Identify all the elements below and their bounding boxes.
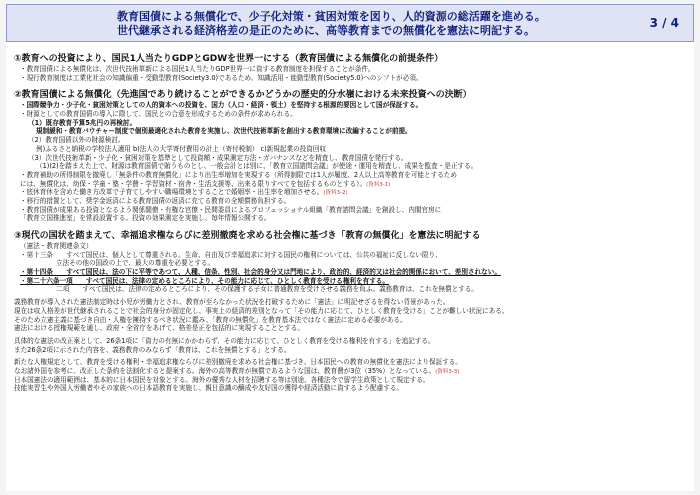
s3-para-d-2-text: なお諸外国を参考に、改正した条約を法制化すると提案する。海外の高等教育が無償であるような国は、教育費が3位（35%）となっている。 [14,366,436,375]
s2-line-6: 例)ふるさと納税の学校法人適用 b)法人の大学寄付費用の計上（寄付税制） c)新規起業の投資回収 [36,144,327,153]
s2-line-12: ・移行的措置として、奨学金返済による教育国債の返済に充てる教育の全額償務負担する。 [20,196,291,205]
ref-3-2: (資料3-2) [323,190,348,197]
header-line-1: 教育国債による無償化で、少子化対策・貧困対策を図り、人的資源の総活躍を進める。 [117,10,546,23]
header-line-2: 世代継承される経済格差の是正のために、高等教育までの無償化を憲法に明記する。 [117,24,535,37]
s1-line-2: ・現行教育制度は工業化社会の知識偏重・受動型教育(Society3.0)であるため、知識活用・能動型教育(Society5.0)へのシフトが必須。 [20,73,423,82]
s2-line-10-text: には、無償化は、幼保・学童・塾・学費・学習資材・宿舎・生活支援等、出来る限りすべてを包括するものとする）。 [20,179,367,188]
s3-para-b-3: そのため立憲主義に基づき自由・人権を擁持するべき状況に鑑み、「教育の無償化」を教育基本法ではなく憲法に定める必要がある。 [14,315,407,324]
s2-line-7: （3）次世代技術革新・少子化・貧困対策を基準として投資額・成果測定方法・ガバナンスなどを精査し、教育国債を発行する。 [28,153,408,162]
s3-para-b-1: 義務教育が導入された憲法制定時は小児が労働力とされ、教育が至らなかった状況を打破するために「憲法」に明記せざるを得ない背景があった。 [14,298,450,307]
s3-para-d-2 [14,367,688,376]
section-2-title: ②教育国債による無償化（先進国であり続けることができるかどうかの歴史的分水嶺における未来投資への決断） [14,90,472,101]
s3-para-b-2: 現在は収入格差が世代継承されることで社会的身分が固定化し、事実上の経済的差別となって「その能力に応じて、ひとしく教育を受ける」ことが難しい状況にある。 [14,306,509,315]
s3-article-26-2: 二項 すべて国民は、法律の定めるところにより、その保護する子女に普通教育を受けさせる義務を負ふ。義務教育は、これを無償とする。 [56,285,478,294]
section-1-title: ①教育への投資により、国民1人当たりGDPとGDWを世界一にする（教育国債による無償化の前提条件） [14,54,444,64]
s2-line-13: ・教育国債が成果ある投資となるよう関係閣僚・有権な官僚・民間委員によるプロフェッショナル組織「教育諮問会議」を創設し、内閣官房に [20,205,442,214]
s2-line-4: 規制緩和・教育バウチャー制度で個別最適化された教育を実施し、次世代技術革新を創出する教育環境に改編することが前提。 [36,127,412,136]
s2-line-14: 「教育立国推進室」を常設設置する。投資の効果測定を実施し、毎年情報公開する。 [20,214,271,223]
s3-article-26-1: ・第二十六条一項 すべて国民は、法律の定めるところにより、その能力に応じて、ひとしく教育を受ける権利を有する。 [20,276,389,285]
ref-3-3: (資料3-3) [435,368,460,375]
s3-para-d-4: 技能実習生や外国人労働者やその家族への日本語教育を実施し、親日意識の醸成や友好国の獲得や経済活動に資するよう配慮する。 [14,384,404,393]
s3-article-14: ・第十四条 すべて国民は、法の下に平等であつて、人種、信条、性別、社会的身分又は門地により、政治的、経済的又は社会的関係において、差別されない。 [20,268,501,277]
s3-article-heading: （憲法・教育関連条文） [20,242,93,250]
s2-line-9: ・教育補助の所得制限を撤廃し「無条件の教育無償化」により出生率増加を実現する（所得制限では1人が履度、2人以上高等教育を可能とするため [20,170,457,179]
document-body [14,50,688,393]
s2-line-2: ・財源としての教育国債の導入に際して、国民との合意を形成するための条件が求められる。 [20,110,297,119]
s2-line-5: （2）教育国債以外の財源検討。 [28,136,125,145]
s2-line-11 [14,188,688,197]
ref-3-1: (資料3-1) [366,181,391,188]
s3-para-c-2: また26条2項に示された内容を、義務教育のみならず「教育は、これを無償とする」とする。 [14,345,291,354]
s2-line-11-text: ・底休育休を含めた働き方改革で子育てしやすい職場環境とすることで婚姻率・出生率を増加させる。 [20,188,324,197]
header-banner [6,4,694,42]
section-3-title: ③現代の国状を踏まえて、幸福追求権ならびに差別撤廃を求める社会権に基づき「教育の無償化」を憲法に明記する [14,231,481,241]
s2-line-10 [14,180,688,189]
s2-line-8: （1)(2)を踏まえた上で、財源は教育国債で賄うものとし、一般会計とは別に、「教育立国諮問会議」が使途・運用を精査し、成果を監査・是正する。 [36,162,478,171]
s3-para-b-4: 憲法における授権規範を通し、政府・全省庁をあげて、格差是正を包括的に実現することとする。 [14,324,304,333]
s3-article-13: ・第十三条 すべて国民は、個人として尊重される。生命、自由及び幸福追求に対する国民の権利については、公共の福祉に反しない限り、 [20,250,442,259]
s3-para-c-1: 具体的な憲法の改正案として、26条1項に「資力の有無にかかわらず、その能力に応じて、ひとしく教育を受ける権利を有する」を追記する。 [14,336,435,345]
s3-para-d-3: 日本国憲法の適用範囲は、基本的に日本国民を対象とする。海外の優秀な人材を招聘する等は別途、各種法令で留学生政策として規定する。 [14,375,430,384]
s3-article-13-cont: 立法その他の国政の上で、最大の尊重を必要とする。 [56,259,215,268]
s2-line-3: （1）既存教育予算5兆円の再検討。 [28,118,137,127]
document-page [6,4,694,491]
s1-line-1: ・教育国債による無償化は、次世代技術革新による国民1人当たりGDP世界一に資する教育制度を担保することが条件。 [20,65,375,73]
page-number: 3 / 4 [649,16,679,30]
s3-para-d-1: 新たな人権規定として、教育を受ける権利・幸福追求権ならびに差別撤廃を求める社会権に基づき、日本国民への教育の無償化を憲法により保証する。 [14,358,462,367]
s2-line-1: ・国際競争力・少子化・貧困対策としての人的資本への投資を、国力（人口・経済・領土）を堅持する根源的要因として国が保証する。 [20,101,423,110]
